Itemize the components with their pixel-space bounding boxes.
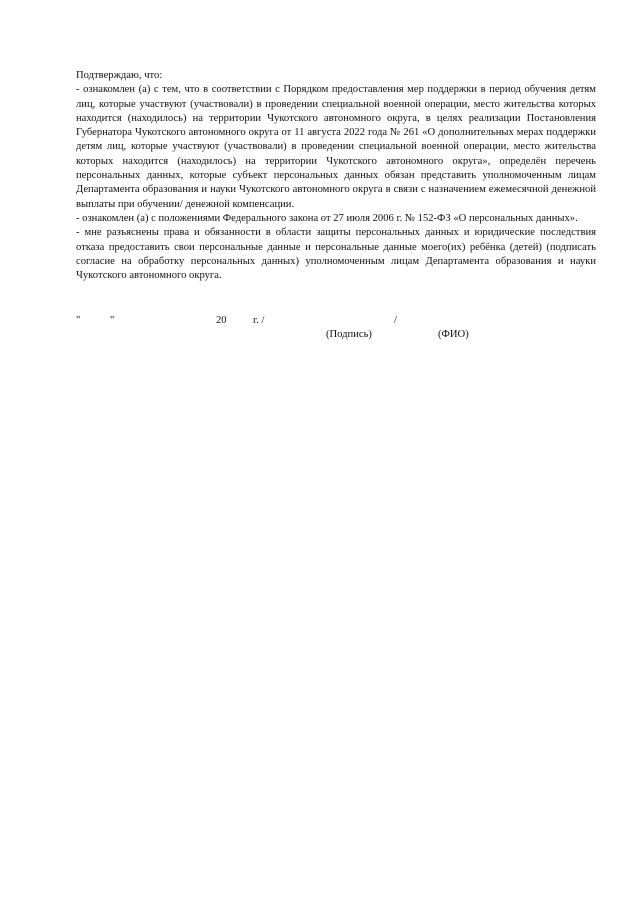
confirmation-intro: Подтверждаю, что: [76,70,163,81]
acknowledgement-federal-law: - ознакомлен (а) с положениями Федерального закона от 27 июля 2006 г. № 152-ФЗ «О персональных данных». [76,212,578,224]
date-close-quote: " [110,315,115,326]
acknowledgement-support-measures: - ознакомлен (а) с тем, что в соответствии с Порядком предоставления мер поддержки в период обучения детям лиц, которые участвуют (участвовали) в проведении специальной военной операции, место жительства которых находится (находилось) на территории Чукотского автономного округа, в целях реализации Постановления Губернатора Чукотского автономного округа от 11 августа 2022 года № 261 «О дополнительных мерах поддержки детям лиц, которые участвуют (участвовали) в проведении специальной военной операции, место жительства которых находится (находилось) на территории Чукотского автономного округа», определён перечень персональных данных, которые субъект персональных данных обязан представить уполномоченным лицам Департамента образования и науки Чукотского автономного округа в связи с назначением ежемесячной денежной выплаты при обучении/ денежной компенсации. [76,84,596,210]
date-open-quote: " [76,315,81,326]
document-body [76,69,596,283]
date-year-suffix: г. / [253,315,265,326]
signature-block [76,315,596,345]
date-year-prefix: 20 [216,315,227,326]
acknowledgement-rights-explained: - мне разъяснены права и обязанности в области защиты персональных данных и юридические последствия отказа предоставить свои персональные данные и персональные данные моего(их) ребёнка (детей) (подписать согласие на обработку персональных данных) уполномоченным лицам Департамента образования и науки Чукотского автономного округа. [76,227,596,282]
signature-name-separator: / [394,315,397,326]
full-name-caption: (ФИО) [438,329,469,340]
signature-caption: (Подпись) [326,329,372,340]
